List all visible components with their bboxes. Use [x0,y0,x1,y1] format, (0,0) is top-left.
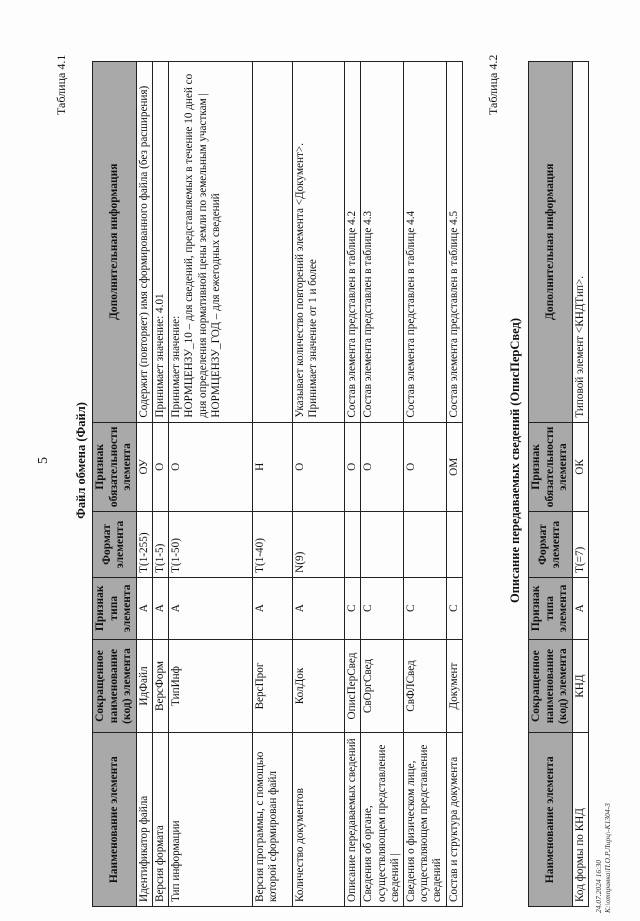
table1-header-required: Признак обязательности элемента [93,422,137,512]
table1-header-name: Наименование элемента [93,733,137,907]
cell-required: О [152,422,168,512]
table-row [404,62,447,907]
cell-format: N(9) [293,512,345,578]
cell-type: А [169,577,253,639]
cell-format [345,512,361,578]
cell-info: Указывает количество повторений элемента <Документ>. Принимает значение от 1 и более [293,62,345,423]
cell-format [446,512,462,578]
cell-info: Состав элемента представлен в таблице 4.3 [361,62,404,423]
table2-header-code: Сокращенное наименование (код) элемента [529,639,573,733]
cell-format [404,512,447,578]
cell-code: СвФЛСвед [404,639,447,733]
cell-info: Состав элемента представлен в таблице 4.2 [345,62,361,423]
table-row [345,62,361,907]
cell-format: Т(1-5) [152,512,168,578]
cell-name: Идентификатор файла [136,733,152,907]
cell-code: СвОргСвед [361,639,404,733]
table2-header-name: Наименование элемента [529,733,573,907]
table1 [92,61,463,907]
cell-type: А [572,577,588,639]
table1-header-type: Признак типа элемента [93,577,137,639]
cell-required: О [404,422,447,512]
table-row [136,62,152,907]
stamp-line2: К:\отправка\П.О.Р.Лирц\-К1304-3 [603,803,613,913]
table-row [572,62,588,907]
cell-format: Т(1-40) [253,512,293,578]
table-row [293,62,345,907]
table1-header-code: Сокращенное наименование (код) элемента [93,639,137,733]
type-info-line3: НОРМЦЕНЗУ_ГОД – для ежегодных сведений [209,193,222,418]
stamp-line1: 24.07.2024 16:30 [594,859,603,913]
cell-format: Т(1-255) [136,512,152,578]
cell-required: О [345,422,361,512]
cell-name: Состав и структура документа [446,733,462,907]
cell-info: Состав элемента представлен в таблице 4.5 [446,62,462,423]
cell-code: ВерсПрог [253,639,293,733]
cell-required: Н [253,422,293,512]
cell-info: Содержит (повторяет) имя сформированного файла (без расширения) [136,62,152,423]
cell-name: Количество документов [293,733,345,907]
table1-title: Файл обмена (Файл) [74,402,88,519]
cell-name: Сведения об органе, осуществляющем представление сведений | [361,733,404,907]
cell-info [253,62,293,423]
cell-code: КолДок [293,639,345,733]
table-row [152,62,168,907]
table2-label: Таблица 4.2 [486,54,500,115]
table-row [253,62,293,907]
cell-name: Версия формата [152,733,168,907]
cell-format [361,512,404,578]
cell-type: А [293,577,345,639]
table2-header-info: Дополнительная информация [529,62,573,423]
cell-required: О [361,422,404,512]
table-row [361,62,404,907]
cell-type: С [345,577,361,639]
table1-header-format: Формат элемента [93,512,137,578]
table2-header-format: Формат элемента [529,512,573,578]
page-number: 5 [36,457,51,464]
cell-type: С [404,577,447,639]
cell-required: ОК [572,422,588,512]
cell-info: Типовой элемент <КНДТип>. [572,62,588,423]
table2-title: Описание передаваемых сведений (ОписПерСвед) [508,318,522,604]
cell-code: ОписПерСвед [345,639,361,733]
cell-format: Т(=7) [572,512,588,578]
cell-required: ОМ [446,422,462,512]
cell-type: С [446,577,462,639]
type-info-line2: НОРМЦЕНЗУ_10 – для сведений, представляемых в течение 10 дней со дня определения нормативной цены земли по земельным участкам | [183,73,209,418]
print-stamp [594,803,613,913]
cell-code: Документ [446,639,462,733]
table2 [528,61,589,907]
cell-name: Тип информации [169,733,253,907]
table2-header-type: Признак типа элемента [529,577,573,639]
table2-header-required: Признак обязательности элемента [529,422,573,512]
type-info-line1: Принимает значение: [170,315,183,418]
cell-info: Принимает значение: 4.01 [152,62,168,423]
cell-type: А [152,577,168,639]
cell-required: О [169,422,253,512]
cell-code: КНД [572,639,588,733]
cell-type: А [253,577,293,639]
cell-name: Версия программы, с помощью которой сформирован файл [253,733,293,907]
cell-name: Описание передаваемых сведений [345,733,361,907]
table1-header-info: Дополнительная информация [93,62,137,423]
cell-name: Код формы по КНД [572,733,588,907]
table2-header-row [529,62,573,907]
cell-info: Состав элемента представлен в таблице 4.4 [404,62,447,423]
cell-name: Сведения о физическом лице, осуществляющем представление сведений [404,733,447,907]
table-row [446,62,462,907]
cell-required: О [293,422,345,512]
cell-code: ТипИнф [169,639,253,733]
cell-type: А [136,577,152,639]
table1-label: Таблица 4.1 [54,54,68,115]
cell-code: ИдФайл [136,639,152,733]
table-row [169,62,253,907]
cell-format: Т(1-50) [169,512,253,578]
cell-info [169,62,253,423]
cell-type: С [361,577,404,639]
table1-header-row [93,62,137,907]
cell-required: ОУ [136,422,152,512]
cell-code: ВерсФорм [152,639,168,733]
